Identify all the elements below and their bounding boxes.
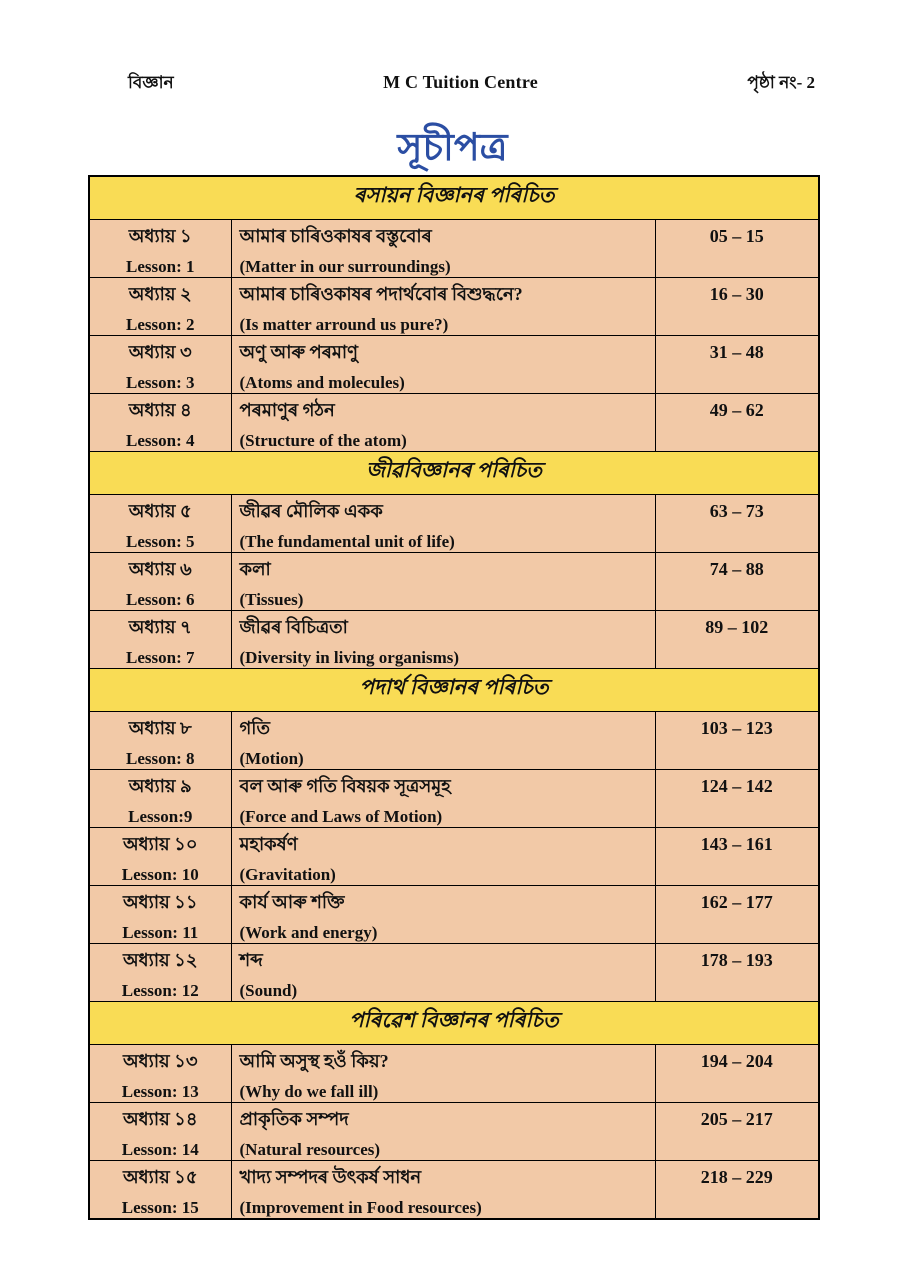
page-range: 205 – 217	[700, 1109, 773, 1129]
pages-cell	[655, 828, 819, 886]
chapter-label: অধ্যায় ১৫	[122, 1167, 198, 1187]
title-cell	[231, 495, 655, 553]
page-range: 143 – 161	[700, 834, 773, 854]
title-cell	[231, 1103, 655, 1161]
title-english: (Diversity in living organisms)	[239, 648, 460, 667]
lesson-label: Lesson: 8	[126, 749, 195, 768]
title-bengali: শব্দ	[239, 950, 263, 970]
page-title: সূচীপত্র	[397, 127, 508, 169]
chapter-cell	[89, 495, 231, 553]
title-cell	[231, 828, 655, 886]
page-range: 31 – 48	[709, 342, 764, 362]
page-range: 124 – 142	[700, 776, 773, 796]
lesson-row	[89, 712, 819, 770]
lesson-row	[89, 495, 819, 553]
title-english: (Motion)	[239, 749, 304, 768]
title-english: (The fundamental unit of life)	[239, 532, 455, 551]
chapter-cell	[89, 712, 231, 770]
title-bengali: আমাৰ চাৰিওকাষৰ পদাৰ্থবোৰ বিশুদ্ধনে?	[239, 284, 523, 304]
page-range: 74 – 88	[709, 559, 764, 579]
title-bengali: প্ৰাকৃতিক সম্পদ	[239, 1109, 349, 1129]
lesson-label: Lesson: 14	[121, 1140, 199, 1159]
title-english: (Sound)	[239, 981, 298, 1000]
page-range: 194 – 204	[700, 1051, 773, 1071]
title-bengali: জীৱৰ মৌলিক একক	[239, 501, 383, 521]
pages-cell	[655, 336, 819, 394]
title-cell	[231, 553, 655, 611]
title-cell	[231, 220, 655, 278]
section-heading-row	[89, 1002, 819, 1045]
chapter-cell	[89, 278, 231, 336]
lesson-label: Lesson: 1	[126, 257, 195, 276]
page-range: 63 – 73	[709, 501, 764, 521]
title-english: (Tissues)	[239, 590, 304, 609]
title-bengali: মহাকৰ্ষণ	[239, 834, 298, 854]
pages-cell	[655, 278, 819, 336]
pages-cell	[655, 770, 819, 828]
title-bengali: আমাৰ চাৰিওকাষৰ বস্তুবোৰ	[239, 226, 432, 246]
pages-cell	[655, 1161, 819, 1220]
lesson-row	[89, 886, 819, 944]
title-cell	[231, 394, 655, 452]
title-bengali: পৰমাণুৰ গঠন	[239, 400, 335, 420]
title-english: (Gravitation)	[239, 865, 336, 884]
chapter-label: অধ্যায় ৩	[128, 342, 192, 362]
title-cell	[231, 611, 655, 669]
title-english: (Why do we fall ill)	[239, 1082, 379, 1101]
chapter-cell	[89, 553, 231, 611]
title-cell	[231, 944, 655, 1002]
title-cell	[231, 336, 655, 394]
chapter-cell	[89, 886, 231, 944]
header-subject: বিজ্ঞান	[128, 73, 174, 92]
page-range: 162 – 177	[700, 892, 773, 912]
chapter-label: অধ্যায় ১	[128, 226, 192, 246]
title-english: (Force and Laws of Motion)	[239, 807, 443, 826]
lesson-label: Lesson: 7	[126, 648, 195, 667]
lesson-row	[89, 611, 819, 669]
pages-cell	[655, 944, 819, 1002]
chapter-label: অধ্যায় ৫	[128, 501, 192, 521]
section-heading: ৰসায়ন বিজ্ঞানৰ পৰিচিত	[89, 176, 819, 220]
title-cell	[231, 1045, 655, 1103]
page-range: 218 – 229	[700, 1167, 773, 1187]
chapter-cell	[89, 1045, 231, 1103]
lesson-label: Lesson: 4	[126, 431, 195, 450]
pages-cell	[655, 220, 819, 278]
lesson-label: Lesson: 10	[121, 865, 199, 884]
lesson-row	[89, 828, 819, 886]
pages-cell	[655, 394, 819, 452]
pages-cell	[655, 611, 819, 669]
header-centre-name: M C Tuition Centre	[383, 72, 538, 92]
chapter-label: অধ্যায় ৯	[128, 776, 192, 796]
title-english: (Natural resources)	[239, 1140, 381, 1159]
chapter-label: অধ্যায় ১০	[122, 834, 198, 854]
page-header	[128, 70, 815, 98]
chapter-label: অধ্যায় ২	[128, 284, 192, 304]
pages-cell	[655, 1103, 819, 1161]
page-range: 89 – 102	[705, 617, 769, 637]
lesson-row	[89, 553, 819, 611]
pages-cell	[655, 495, 819, 553]
title-bengali: আমি অসুস্থ হওঁ কিয়?	[239, 1051, 389, 1071]
chapter-cell	[89, 944, 231, 1002]
lesson-row	[89, 220, 819, 278]
chapter-label: অধ্যায় ১২	[122, 950, 198, 970]
title-english: (Matter in our surroundings)	[239, 257, 451, 276]
page-range: 16 – 30	[709, 284, 764, 304]
page-range: 49 – 62	[709, 400, 764, 420]
lesson-label: Lesson: 5	[126, 532, 195, 551]
lesson-row	[89, 394, 819, 452]
chapter-cell	[89, 1161, 231, 1220]
lesson-row	[89, 1161, 819, 1220]
pages-cell	[655, 553, 819, 611]
chapter-label: অধ্যায় ৭	[128, 617, 192, 637]
chapter-label: অধ্যায় ১১	[122, 892, 198, 912]
title-bengali: খাদ্য সম্পদৰ উৎকৰ্ষ সাধন	[239, 1167, 422, 1187]
lesson-row	[89, 336, 819, 394]
section-heading-row	[89, 669, 819, 712]
lesson-label: Lesson: 3	[126, 373, 195, 392]
lesson-row	[89, 944, 819, 1002]
title-bengali: কাৰ্য আৰু শক্তি	[239, 892, 345, 912]
section-heading: পৰিৱেশ বিজ্ঞানৰ পৰিচিত	[89, 1002, 819, 1045]
chapter-cell	[89, 220, 231, 278]
section-heading-row	[89, 176, 819, 220]
lesson-label: Lesson: 13	[121, 1082, 199, 1101]
title-bengali: অণু আৰু পৰমাণু	[239, 342, 358, 362]
chapter-label: অধ্যায় ১৪	[122, 1109, 198, 1129]
chapter-label: অধ্যায় ৮	[128, 718, 192, 738]
section-heading-row	[89, 452, 819, 495]
pages-cell	[655, 886, 819, 944]
title-cell	[231, 278, 655, 336]
chapter-label: অধ্যায় ৪	[128, 400, 192, 420]
section-heading: জীৱবিজ্ঞানৰ পৰিচিত	[89, 452, 819, 495]
title-english: (Improvement in Food resources)	[239, 1198, 482, 1217]
title-cell	[231, 712, 655, 770]
page-range: 178 – 193	[700, 950, 773, 970]
lesson-label: Lesson: 12	[121, 981, 199, 1000]
chapter-cell	[89, 611, 231, 669]
header-page-number: পৃষ্ঠা নং- 2	[747, 73, 815, 92]
chapter-cell	[89, 828, 231, 886]
title-bengali: জীৱৰ বিচিত্ৰতা	[239, 617, 348, 637]
section-heading: পদাৰ্থ বিজ্ঞানৰ পৰিচিত	[89, 669, 819, 712]
chapter-cell	[89, 336, 231, 394]
lesson-label: Lesson: 2	[126, 315, 195, 334]
lesson-label: Lesson:9	[128, 807, 193, 826]
title-bengali: কলা	[239, 559, 271, 579]
title-cell	[231, 770, 655, 828]
title-english: (Is matter arround us pure?)	[239, 315, 449, 334]
chapter-cell	[89, 394, 231, 452]
title-english: (Structure of the atom)	[239, 431, 407, 450]
chapter-cell	[89, 770, 231, 828]
title-english: (Work and energy)	[239, 923, 378, 942]
title-cell	[231, 1161, 655, 1220]
title-bengali: গতি	[239, 718, 270, 738]
title-bengali: বল আৰু গতি বিষয়ক সূত্ৰসমূহ	[239, 776, 451, 796]
pages-cell	[655, 712, 819, 770]
lesson-row	[89, 1103, 819, 1161]
lesson-row	[89, 1045, 819, 1103]
page-range: 05 – 15	[709, 226, 764, 246]
lesson-row	[89, 770, 819, 828]
title-english: (Atoms and molecules)	[239, 373, 405, 392]
chapter-cell	[89, 1103, 231, 1161]
toc-table	[88, 175, 820, 1220]
lesson-label: Lesson: 11	[122, 923, 199, 942]
chapter-label: অধ্যায় ১৩	[122, 1051, 198, 1071]
chapter-label: অধ্যায় ৬	[128, 559, 192, 579]
lesson-label: Lesson: 6	[126, 590, 195, 609]
lesson-label: Lesson: 15	[121, 1198, 199, 1217]
lesson-row	[89, 278, 819, 336]
title-cell	[231, 886, 655, 944]
page-range: 103 – 123	[700, 718, 773, 738]
pages-cell	[655, 1045, 819, 1103]
